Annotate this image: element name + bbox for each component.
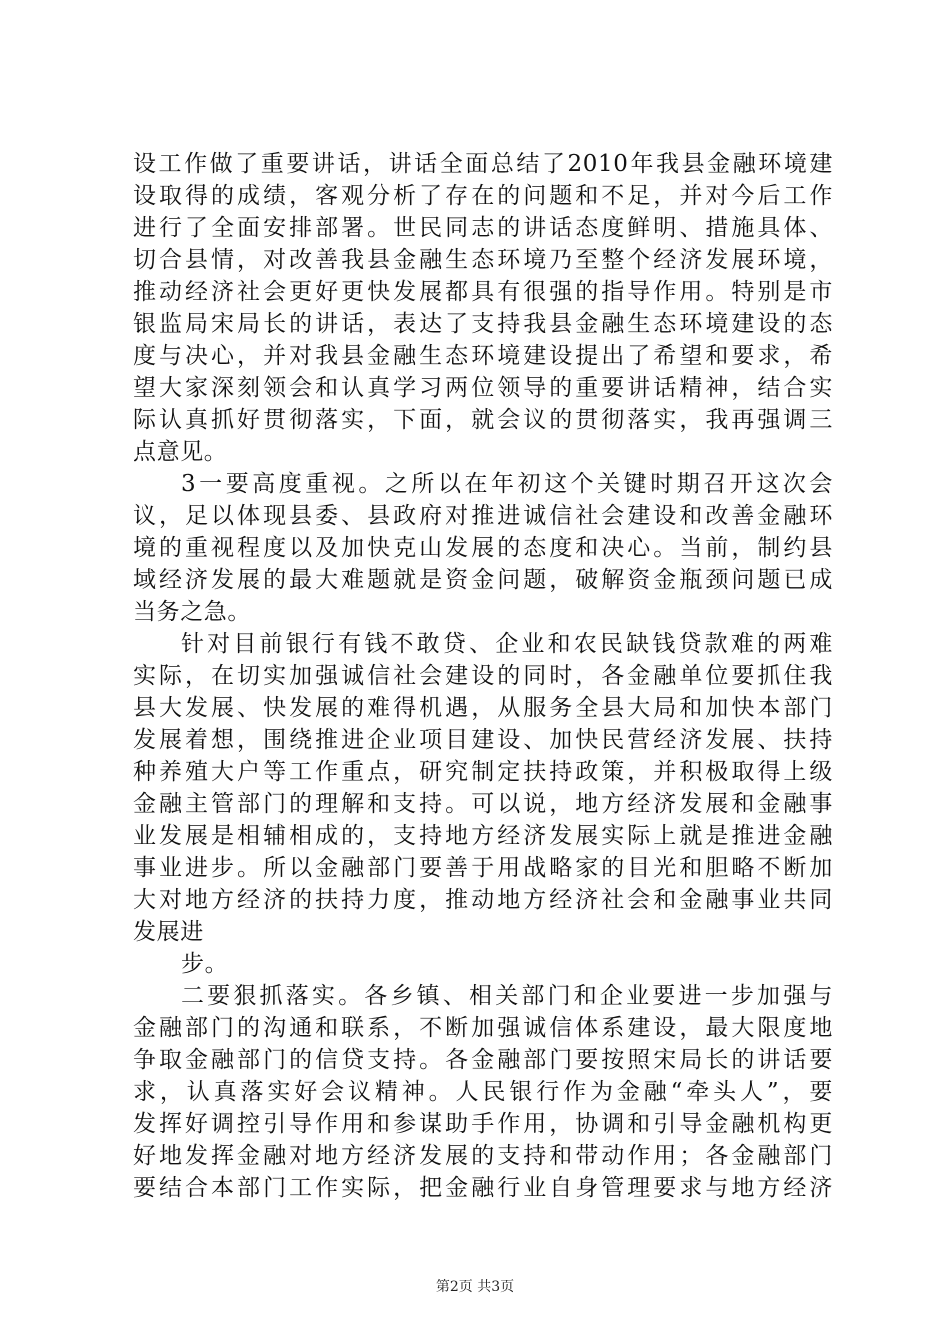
text-line: 事业进步。所以金融部门要善于用战略家的目光和胆略不断加 bbox=[133, 855, 833, 881]
text-line: 域经济发展的最大难题就是资金问题，破解资金瓶颈问题已成 bbox=[133, 567, 833, 593]
text-line: 际认真抓好贯彻落实，下面，就会议的贯彻落实，我再强调三 bbox=[133, 407, 833, 433]
text-line: 金融部门的沟通和联系，不断加强诚信体系建设，最大限度地 bbox=[133, 1015, 833, 1041]
text-line: 业发展是相辅相成的，支持地方经济发展实际上就是推进金融 bbox=[133, 823, 833, 849]
text-line: 金融主管部门的理解和支持。可以说，地方经济发展和金融事 bbox=[133, 791, 833, 817]
text-line: 大对地方经济的扶持力度，推动地方经济社会和金融事业共同 bbox=[133, 887, 833, 913]
text-line: 境的重视程度以及加快克山发展的态度和决心。当前，制约县 bbox=[133, 535, 833, 561]
text-line: 种养殖大户等工作重点，研究制定扶持政策，并积极取得上级 bbox=[133, 759, 833, 785]
text-line: 实际，在切实加强诚信社会建设的同时，各金融单位要抓住我 bbox=[133, 663, 833, 689]
text-line: 求，认真落实好会议精神。人民银行作为金融“牵头人”，要 bbox=[133, 1079, 833, 1105]
text-line: 点意见。 bbox=[133, 439, 228, 465]
text-line: 要结合本部门工作实际，把金融行业自身管理要求与地方经济 bbox=[133, 1175, 833, 1201]
text-line: 针对目前银行有钱不敢贷、企业和农民缺钱贷款难的两难 bbox=[181, 631, 833, 657]
text-line: 议，足以体现县委、县政府对推进诚信社会建设和改善金融环 bbox=[133, 503, 833, 529]
text-line: 度与决心，并对我县金融生态环境建设提出了希望和要求，希 bbox=[133, 343, 833, 369]
text-line: 设工作做了重要讲话，讲话全面总结了2010年我县金融环境建 bbox=[133, 151, 833, 177]
text-line: 好地发挥金融对地方经济发展的支持和带动作用；各金融部门 bbox=[133, 1143, 833, 1169]
text-line: 发挥好调控引导作用和参谋助手作用，协调和引导金融机构更 bbox=[133, 1111, 833, 1137]
text-line: 进行了全面安排部署。世民同志的讲话态度鲜明、措施具体、 bbox=[133, 215, 833, 241]
text-line: 步。 bbox=[181, 951, 229, 977]
text-line: 县大发展、快发展的难得机遇，从服务全县大局和加快本部门 bbox=[133, 695, 833, 721]
text-line: 望大家深刻领会和认真学习两位领导的重要讲话精神，结合实 bbox=[133, 375, 833, 401]
text-line: 推动经济社会更好更快发展都具有很强的指导作用。特别是市 bbox=[133, 279, 833, 305]
text-line: 3一要高度重视。之所以在年初这个关键时期召开这次会 bbox=[181, 471, 833, 497]
text-line: 二要狠抓落实。各乡镇、相关部门和企业要进一步加强与 bbox=[181, 983, 833, 1009]
text-line: 切合县情，对改善我县金融生态环境乃至整个经济发展环境， bbox=[133, 247, 833, 273]
text-line: 发展进 bbox=[133, 919, 204, 945]
text-line: 发展着想，围绕推进企业项目建设、加快民营经济发展、扶持 bbox=[133, 727, 833, 753]
text-line: 当务之急。 bbox=[133, 599, 251, 625]
text-line: 银监局宋局长的讲话，表达了支持我县金融生态环境建设的态 bbox=[133, 311, 833, 337]
page-number-footer: 第2页 共3页 bbox=[435, 1279, 515, 1295]
text-line: 设取得的成绩，客观分析了存在的问题和不足，并对今后工作 bbox=[133, 183, 833, 209]
body-text bbox=[133, 148, 833, 1204]
text-line: 争取金融部门的信贷支持。各金融部门要按照宋局长的讲话要 bbox=[133, 1047, 833, 1073]
